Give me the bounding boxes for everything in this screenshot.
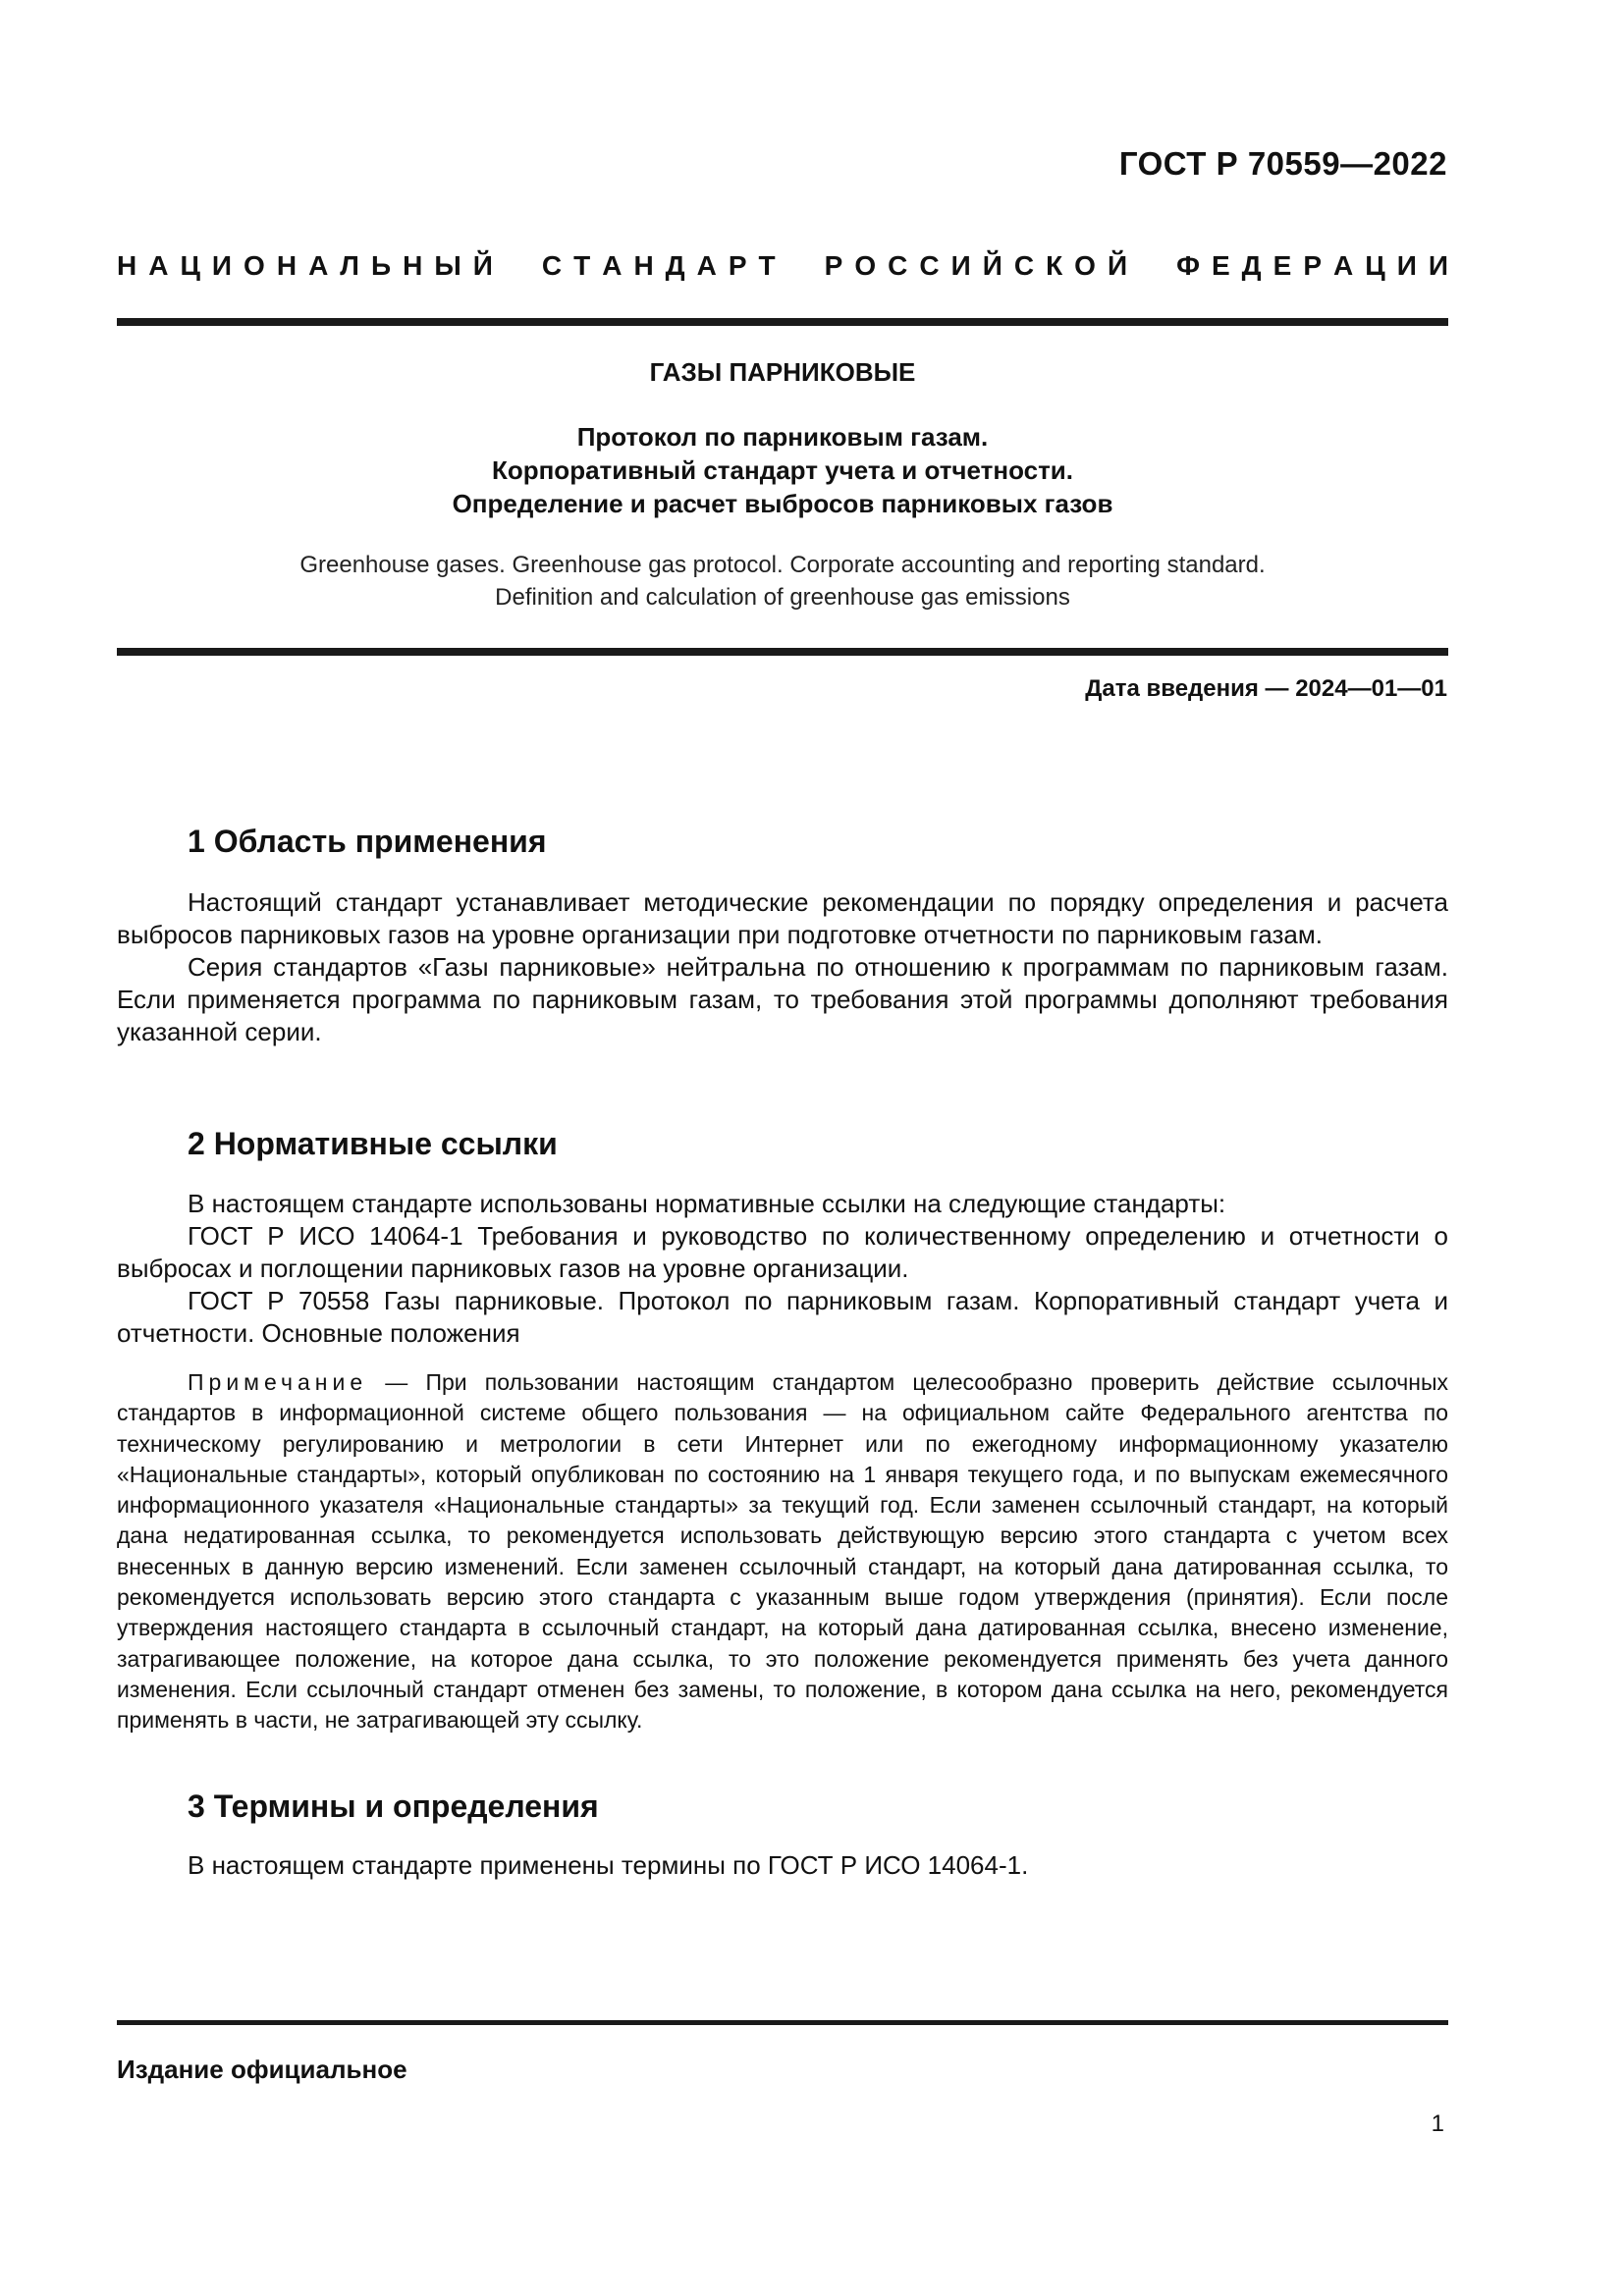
banner-letter: Ф	[1176, 250, 1200, 281]
note-block	[117, 1367, 1448, 1736]
banner-letter: О	[1074, 250, 1096, 281]
banner-letter: Д	[1241, 250, 1262, 281]
banner-letter: А	[696, 250, 717, 281]
banner-letter: Р	[1303, 250, 1322, 281]
banner-letter: Е	[1272, 250, 1292, 281]
banner-letter: Й	[982, 250, 1002, 281]
banner-letter: Ы	[434, 250, 461, 281]
banner-letter: Р	[824, 250, 843, 281]
banner-letter: И	[1428, 250, 1448, 281]
middle-rule	[117, 648, 1448, 656]
banner-letter: Ц	[1365, 250, 1385, 281]
banner-letter: Н	[276, 250, 298, 281]
english-title-line: Definition and calculation of greenhouse gas emissions	[495, 584, 1070, 611]
document-title: ГАЗЫ ПАРНИКОВЫЕ	[649, 357, 916, 387]
banner-letter: А	[1333, 250, 1354, 281]
banner-letter: С	[1013, 250, 1035, 281]
banner-letter: Д	[665, 250, 685, 281]
bottom-rule	[117, 2020, 1448, 2025]
subtitle-line: Корпоративный стандарт учета и отчетности.	[491, 455, 1074, 485]
note-text: — При пользовании настоящим стандартом целесообразно проверить действие ссылочных стандартов в информационной системе общего пользования — на официальном сайте Федерального агентства по техническому регулированию и метрологии в сети Интернет или по ежегодному информационному указателю «Национальные стандарты», который опубликован по состоянию на 1 января текущего года, и по выпускам ежемесячного информационного указателя «Национальные стандарты» за текущий год. Если заменен ссылочный стандарт, на который дана недатированная ссылка, то рекомендуется использовать действующую версию этого стандарта с учетом всех внесенных в данную версию изменений. Если заменен ссылочный стандарт, на который дана датированная ссылка, то рекомендуется использовать версию этого стандарта с указанным выше годом утверждения (принятия). Если после утверждения настоящего стандарта в ссылочный стандарт, на который дана датированная ссылка, внесено изменение, затрагивающее положение, на которое дана ссылка, то это положение рекомендуется применять без учета данного изменения. Если ссылочный стандарт отменен без замены, то положение, в котором дана ссылка на него, рекомендуется применять в части, не затрагивающей эту ссылку.	[117, 1369, 1448, 1734]
banner-letter: И	[950, 250, 971, 281]
banner-letter: К	[1046, 250, 1063, 281]
banner-letter: Т	[758, 250, 776, 281]
section-1-body	[117, 886, 1448, 1048]
page-number: 1	[1431, 2110, 1444, 2137]
banner-letter: Т	[573, 250, 591, 281]
paragraph: В настоящем стандарте использованы нормативные ссылки на следующие стандарты:	[188, 1189, 1226, 1218]
banner-letter: Н	[403, 250, 423, 281]
paragraph: Серия стандартов «Газы парниковые» нейтральна по отношению к программам по парниковым газам. Если применяется программа по парниковым газам, то требования этой программы дополняют требования указанной серии.	[117, 952, 1448, 1046]
banner-letter: С	[919, 250, 940, 281]
subtitle-line: Определение и расчет выбросов парниковых газов	[452, 489, 1113, 518]
banner-letter: А	[148, 250, 169, 281]
document-subtitle	[117, 420, 1448, 520]
banner-letter: А	[308, 250, 329, 281]
banner-letter: Е	[1211, 250, 1230, 281]
document-number: ГОСТ Р 70559—2022	[1118, 145, 1447, 182]
banner-letter: Л	[340, 250, 359, 281]
banner-letter: С	[541, 250, 563, 281]
banner-letter: Н	[117, 250, 137, 281]
banner-letter: Ц	[180, 250, 200, 281]
banner-letter: И	[1396, 250, 1417, 281]
paragraph: ГОСТ Р 70558 Газы парниковые. Протокол по парниковым газам. Корпоративный стандарт учета и отчетности. Основные положения	[117, 1286, 1448, 1348]
english-title-line: Greenhouse gases. Greenhouse gas protocol. Corporate accounting and reporting standard.	[299, 552, 1266, 578]
section-1-heading: 1 Область применения	[188, 824, 547, 859]
section-2-heading: 2 Нормативные ссылки	[188, 1126, 558, 1161]
banner-letter: С	[888, 250, 908, 281]
paragraph: Настоящий стандарт устанавливает методические рекомендации по порядку определения и расчета выбросов парниковых газов на уровне организации при подготовке отчетности по парниковым газам.	[117, 887, 1448, 949]
note-label: Примечание	[188, 1369, 368, 1395]
banner-letter: Й	[472, 250, 493, 281]
official-edition-label: Издание официальное	[117, 2055, 407, 2084]
banner-letter: О	[244, 250, 265, 281]
introduction-date: Дата введения — 2024—01—01	[1085, 675, 1447, 702]
top-rule	[117, 318, 1448, 326]
section-3-heading: 3 Термины и определения	[188, 1789, 599, 1824]
banner-letter: О	[854, 250, 877, 281]
national-standard-banner	[117, 250, 1448, 282]
banner-letter: Р	[728, 250, 747, 281]
banner-letter: Н	[633, 250, 654, 281]
paragraph: ГОСТ Р ИСО 14064-1 Требования и руководство по количественному определению и отчетности о выбросах и поглощении парниковых газов на уровне организации.	[117, 1221, 1448, 1283]
subtitle-line: Протокол по парниковым газам.	[576, 422, 989, 452]
banner-letter: И	[211, 250, 233, 281]
banner-letter: А	[602, 250, 623, 281]
paragraph: В настоящем стандарте применены термины по ГОСТ Р ИСО 14064-1.	[188, 1850, 1029, 1880]
banner-letter: Й	[1107, 250, 1128, 281]
note-paragraph	[117, 1367, 1448, 1736]
section-3-body	[117, 1849, 1448, 1882]
banner-letter: Ь	[370, 250, 392, 281]
section-2-body	[117, 1188, 1448, 1350]
english-title	[117, 549, 1448, 614]
